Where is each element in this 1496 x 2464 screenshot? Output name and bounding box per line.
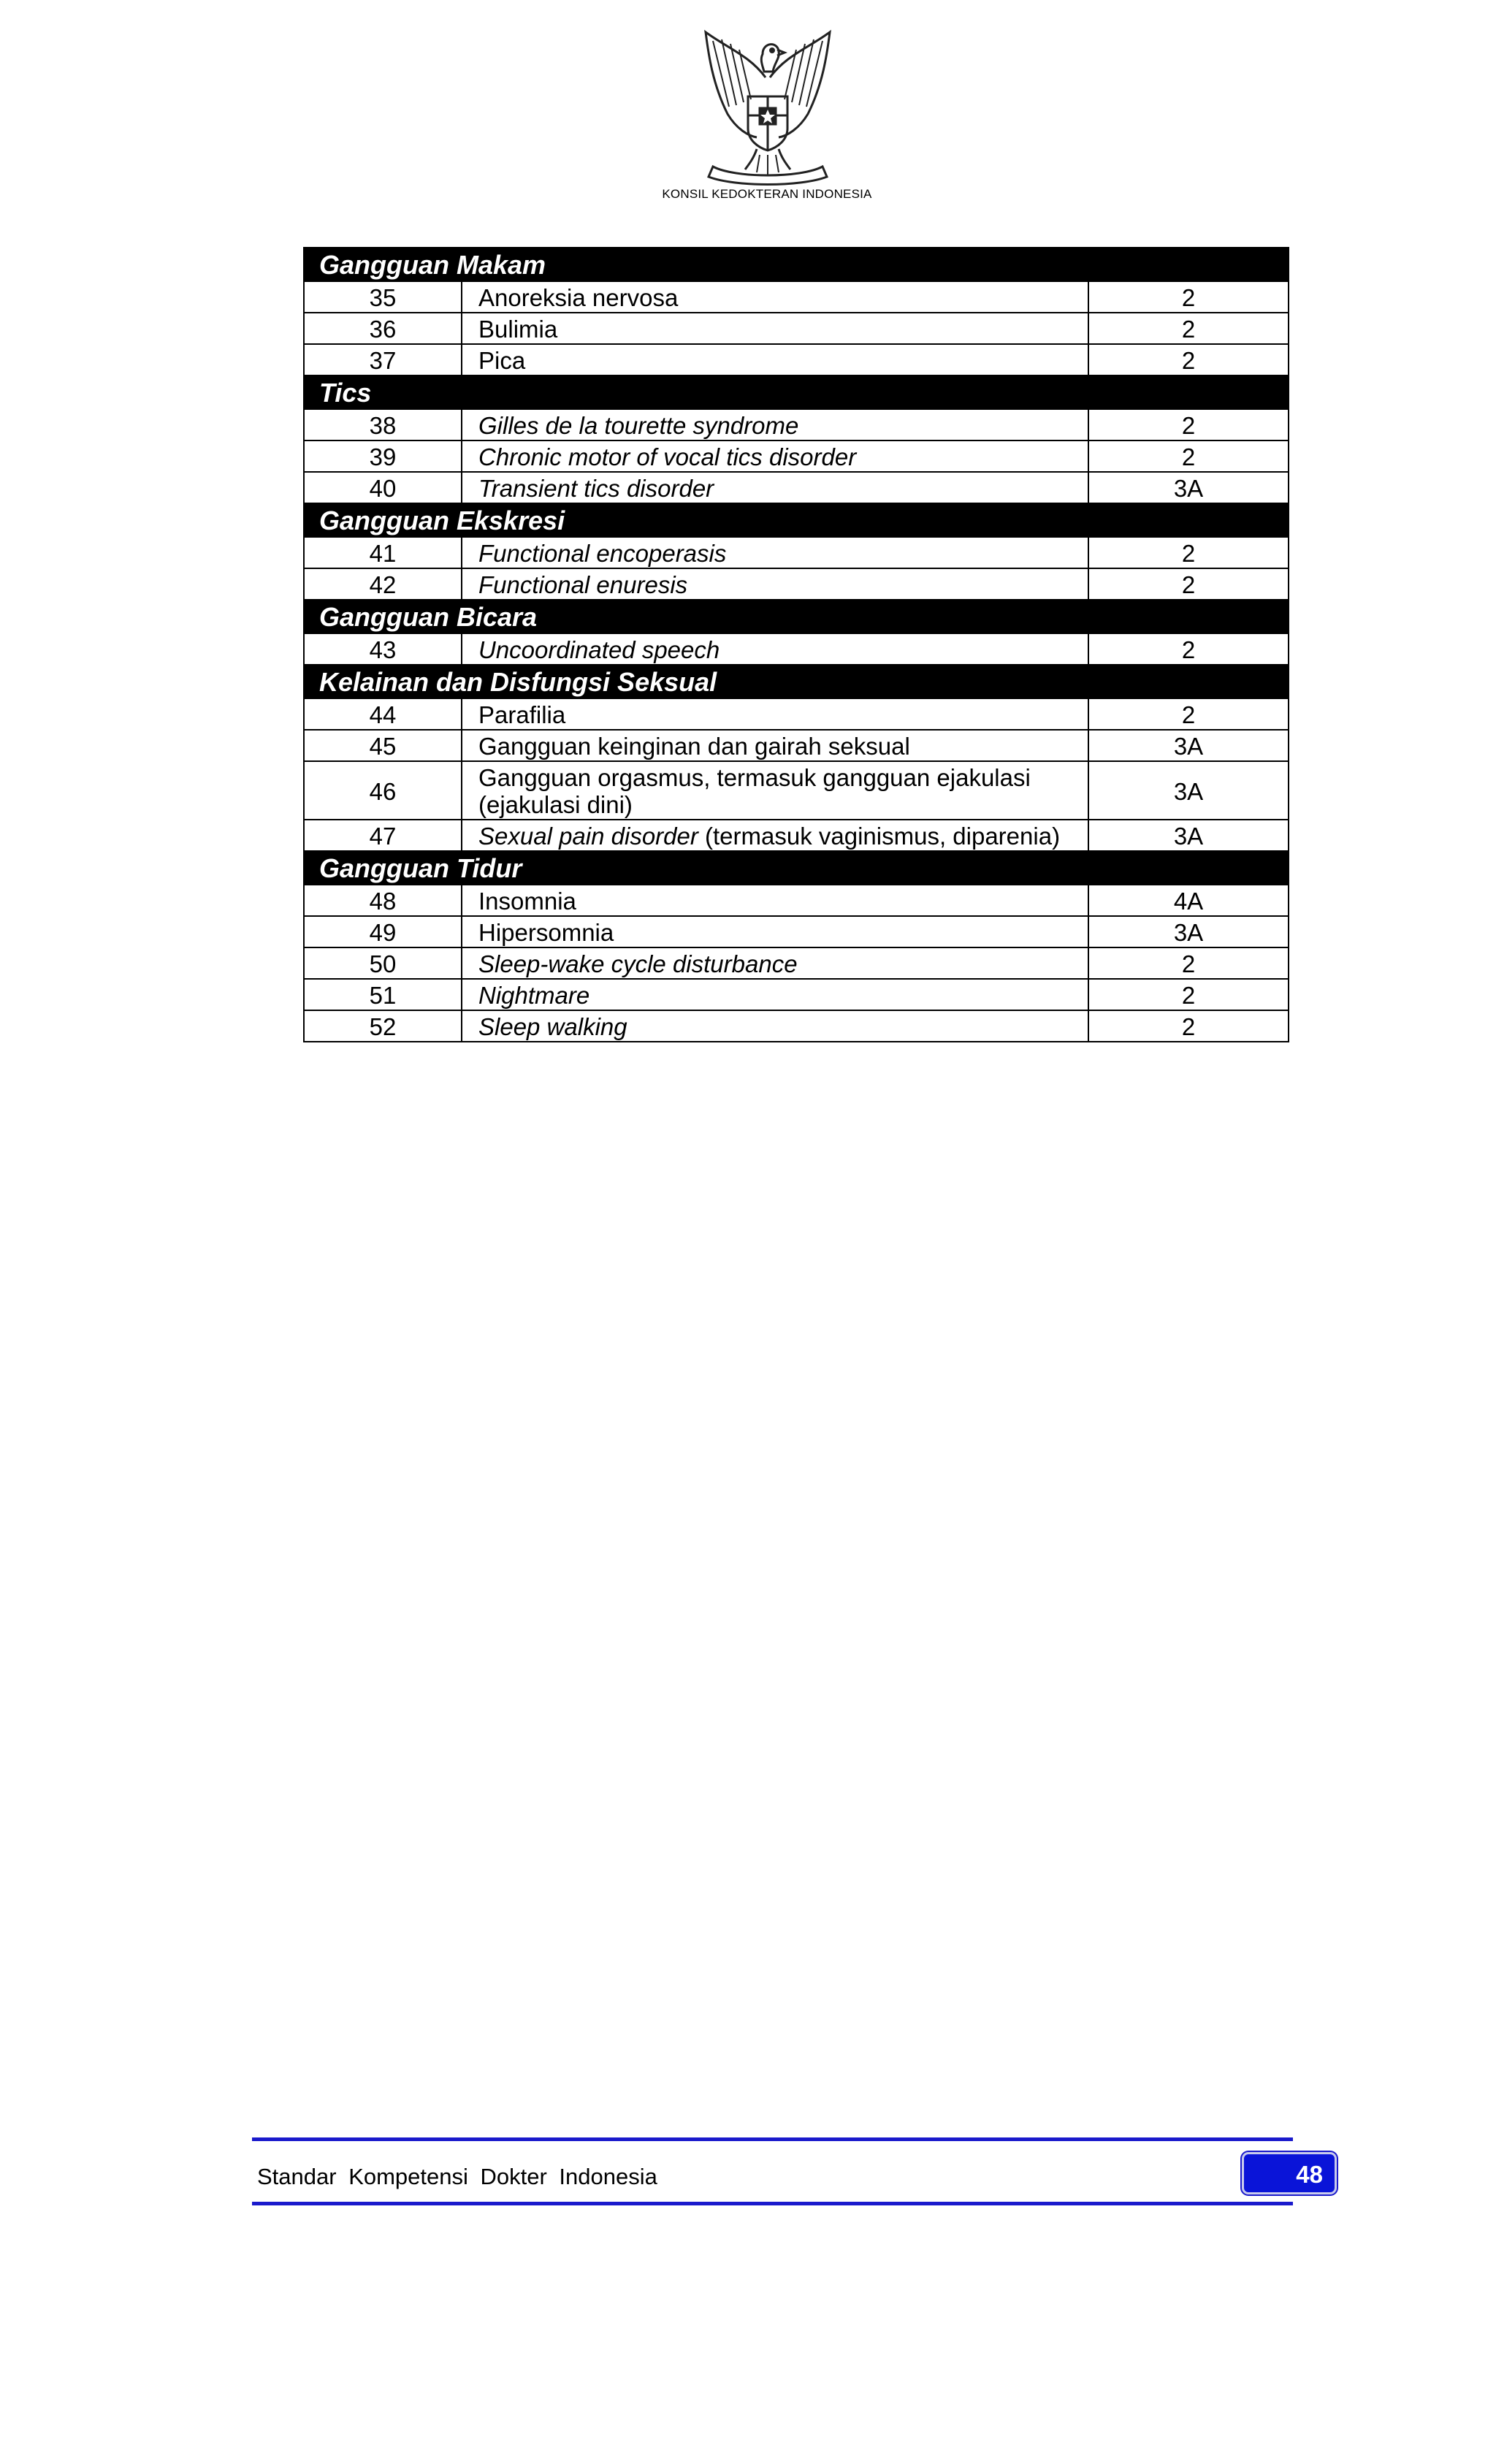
condition-name: Uncoordinated speech: [462, 633, 1088, 665]
section-title: Gangguan Tidur: [304, 851, 1289, 885]
table-row: [304, 698, 1289, 730]
row-number: 39: [304, 440, 462, 472]
row-number: 52: [304, 1010, 462, 1042]
row-number: 42: [304, 568, 462, 600]
section-title: Gangguan Bicara: [304, 600, 1289, 633]
condition-name-italic: Sexual pain disorder: [478, 823, 698, 850]
table-row: [304, 281, 1289, 313]
table-row: [304, 568, 1289, 600]
competency-level: 2: [1088, 1010, 1289, 1042]
condition-name: Chronic motor of vocal tics disorder: [462, 440, 1088, 472]
table-row: [304, 313, 1289, 344]
row-number: 41: [304, 537, 462, 568]
row-number: 40: [304, 472, 462, 503]
condition-name: Functional enuresis: [462, 568, 1088, 600]
competency-level: 3A: [1088, 472, 1289, 503]
condition-name: Sleep-wake cycle disturbance: [462, 947, 1088, 979]
row-number: 43: [304, 633, 462, 665]
condition-name: Parafilia: [462, 698, 1088, 730]
table-row: [304, 633, 1289, 665]
garuda-emblem-icon: [684, 26, 852, 188]
condition-name: Gangguan orgasmus, termasuk gangguan ejakulasi (ejakulasi dini): [462, 761, 1088, 820]
section-title: Tics: [304, 375, 1289, 409]
condition-name: Insomnia: [462, 885, 1088, 916]
row-number: 46: [304, 761, 462, 820]
table-row: [304, 761, 1289, 820]
competency-level: 2: [1088, 344, 1289, 375]
competency-table: [303, 247, 1289, 1042]
table-row: [304, 820, 1289, 851]
condition-name: [462, 820, 1088, 851]
table-row: [304, 916, 1289, 947]
competency-level: 2: [1088, 440, 1289, 472]
footer-rule-top: [252, 2137, 1293, 2141]
competency-level: 4A: [1088, 885, 1289, 916]
row-number: 47: [304, 820, 462, 851]
section-header-row: [304, 600, 1289, 633]
condition-name-rest: (termasuk vaginismus, diparenia): [698, 823, 1061, 850]
row-number: 37: [304, 344, 462, 375]
row-number: 44: [304, 698, 462, 730]
table-row: [304, 409, 1289, 440]
row-number: 35: [304, 281, 462, 313]
condition-name: Bulimia: [462, 313, 1088, 344]
section-header-row: [304, 503, 1289, 537]
table-row: [304, 1010, 1289, 1042]
table-row: [304, 344, 1289, 375]
footer-rule-bottom: [252, 2202, 1293, 2205]
condition-name: Pica: [462, 344, 1088, 375]
section-header-row: [304, 375, 1289, 409]
competency-level: 2: [1088, 568, 1289, 600]
competency-level: 2: [1088, 947, 1289, 979]
competency-level: 2: [1088, 313, 1289, 344]
row-number: 51: [304, 979, 462, 1010]
competency-level: 2: [1088, 281, 1289, 313]
competency-level: 2: [1088, 633, 1289, 665]
organization-name: KONSIL KEDOKTERAN INDONESIA: [662, 187, 872, 201]
table-row: [304, 947, 1289, 979]
condition-name: Sleep walking: [462, 1010, 1088, 1042]
condition-name: Gilles de la tourette syndrome: [462, 409, 1088, 440]
competency-level: 2: [1088, 698, 1289, 730]
section-title: Gangguan Ekskresi: [304, 503, 1289, 537]
competency-level: 2: [1088, 537, 1289, 568]
condition-name: Anoreksia nervosa: [462, 281, 1088, 313]
competency-level: 3A: [1088, 730, 1289, 761]
condition-name: Gangguan keinginan dan gairah seksual: [462, 730, 1088, 761]
footer-document-title: Standar Kompetensi Dokter Indonesia: [257, 2164, 657, 2189]
competency-level: 3A: [1088, 820, 1289, 851]
section-header-row: [304, 851, 1289, 885]
section-header-row: [304, 665, 1289, 698]
condition-name: Nightmare: [462, 979, 1088, 1010]
row-number: 50: [304, 947, 462, 979]
row-number: 36: [304, 313, 462, 344]
section-header-row: [304, 248, 1289, 281]
table-row: [304, 537, 1289, 568]
condition-name: Hipersomnia: [462, 916, 1088, 947]
section-title: Gangguan Makam: [304, 248, 1289, 281]
competency-level: 3A: [1088, 916, 1289, 947]
competency-level: 2: [1088, 409, 1289, 440]
competency-level: 3A: [1088, 761, 1289, 820]
row-number: 45: [304, 730, 462, 761]
section-title: Kelainan dan Disfungsi Seksual: [304, 665, 1289, 698]
condition-name: Transient tics disorder: [462, 472, 1088, 503]
row-number: 49: [304, 916, 462, 947]
table-row: [304, 472, 1289, 503]
table-row: [304, 885, 1289, 916]
condition-name: Functional encoperasis: [462, 537, 1088, 568]
table-row: [304, 730, 1289, 761]
row-number: 38: [304, 409, 462, 440]
row-number: 48: [304, 885, 462, 916]
table-row: [304, 979, 1289, 1010]
competency-level: 2: [1088, 979, 1289, 1010]
table-row: [304, 440, 1289, 472]
page-number-badge: 48: [1242, 2152, 1337, 2194]
